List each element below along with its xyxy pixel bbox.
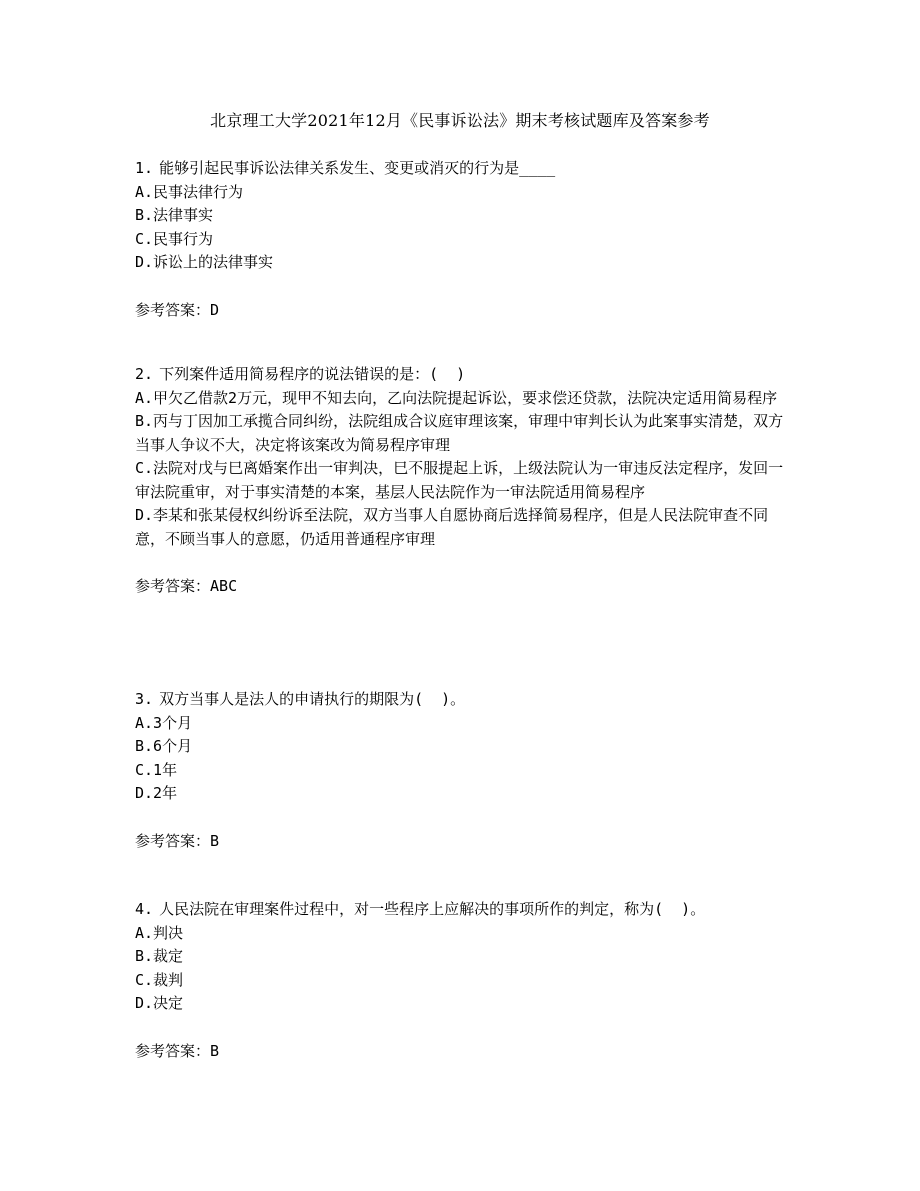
answer-line	[135, 830, 790, 854]
answer-line	[135, 575, 790, 599]
question-number: 1.	[135, 159, 154, 177]
option-d: D.李某和张某侵权纠纷诉至法院，双方当事人自愿协商后选择简易程序，但是人民法院审查不同意，不顾当事人的意愿，仍适用普通程序审理	[135, 506, 769, 548]
question-number: 3.	[135, 690, 154, 708]
option-b: B.裁定	[135, 947, 184, 965]
question-stem	[135, 363, 790, 387]
option-c: C.民事行为	[135, 229, 214, 248]
option-b: B.法律事实	[135, 206, 214, 224]
option-d: D.2年	[135, 784, 178, 802]
option-d: D.诉讼上的法律事实	[135, 253, 274, 271]
answer-value: D	[210, 300, 220, 319]
question-stem	[135, 898, 790, 922]
option-c: C.1年	[135, 760, 178, 779]
answer-label: 参考答案：	[135, 577, 211, 595]
question-block	[135, 898, 790, 1063]
answer-label: 参考答案：	[135, 1041, 211, 1060]
option-a: A.甲欠乙借款2万元，现甲不知去向，乙向法院提起诉讼，要求偿还贷款，法院决定适用简易程序	[135, 388, 778, 407]
answer-value: B	[210, 1041, 220, 1060]
question-stem	[135, 157, 790, 181]
question-block	[135, 688, 790, 853]
question-stem	[135, 688, 790, 712]
question-text: 下列案件适用简易程序的说法错误的是：( )	[159, 365, 466, 383]
answer-label: 参考答案：	[135, 300, 211, 319]
question-number: 2.	[135, 365, 154, 383]
option-a: A.民事法律行为	[135, 182, 244, 201]
question-block	[135, 363, 790, 599]
answer-value: B	[210, 831, 220, 850]
question-text: 双方当事人是法人的申请执行的期限为( )。	[159, 690, 466, 708]
document-title: 北京理工大学2021年12月《民事诉讼法》期末考核试题库及答案参考	[210, 111, 710, 130]
option-b: B.6个月	[135, 737, 193, 755]
option-b: B.丙与丁因加工承揽合同纠纷，法院组成合议庭审理该案，审理中审判长认为此案事实清楚，双方当事人争议不大，决定将该案改为简易程序审理	[135, 412, 784, 454]
option-d: D.决定	[135, 994, 184, 1012]
answer-line	[135, 299, 790, 323]
question-number: 4.	[135, 900, 154, 918]
question-text: 能够引起民事诉讼法律关系发生、变更或消灭的行为是____	[159, 159, 556, 177]
answer-line	[135, 1040, 790, 1064]
option-a: A.判决	[135, 923, 184, 942]
question-text: 人民法院在审理案件过程中，对一些程序上应解决的事项所作的判定，称为( )。	[159, 900, 706, 918]
option-c: C.裁判	[135, 970, 184, 989]
answer-value: ABC	[210, 577, 238, 595]
answer-label: 参考答案：	[135, 831, 211, 850]
option-c: C.法院对戊与巳离婚案作出一审判决，巳不服提起上诉，上级法院认为一审违反法定程序，发回一审法院重审，对于事实清楚的本案，基层人民法院作为一审法院适用简易程序	[135, 459, 784, 501]
option-a: A.3个月	[135, 713, 193, 732]
question-block	[135, 157, 790, 322]
